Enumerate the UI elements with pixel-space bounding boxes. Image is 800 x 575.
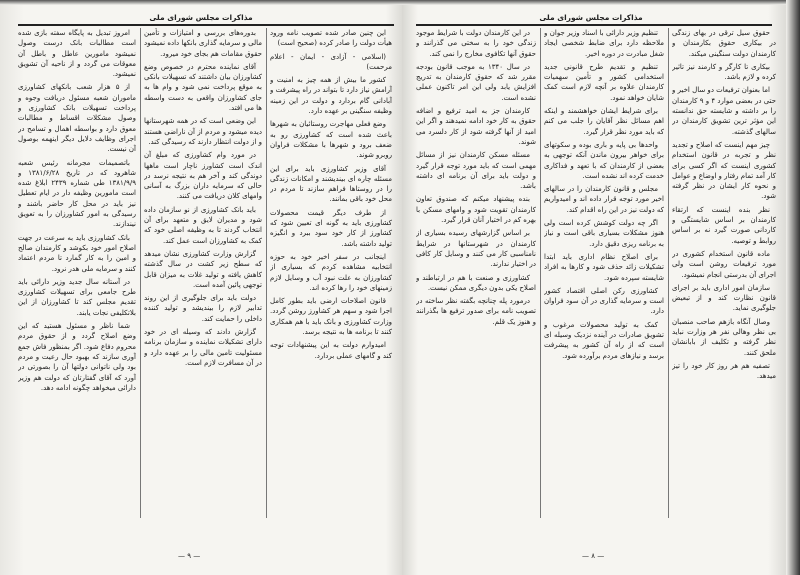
paragraph: واحدها بی پایه و باری بوده و سکوتهای برای خواهر بیرون ماندن آنکه توجهی به بعضی از کارمندان که با تعهد و فداکاری خدمت کرده اند نشده است. [544,140,664,180]
column-divider [540,28,541,518]
page-number: — ۹ — [178,552,201,560]
column-divider [140,28,141,518]
text-column-left [416,28,536,518]
paragraph: بنده پیشنهاد میکنم که صندوق تعاون کارمندان تقویت شود و وامهای مسکن با بهره کم در اختیار آنان قرار گیرد. [416,195,536,225]
paragraph: امروز تبدیل به پایگاه سفته بازی شده است مطالبات بانک درست وصول نمیشود مامورین عاطل و باطل آن معوقات می گردد و از ناحیه آن تشویق نمیشود. [18,29,136,79]
page-header: مذاکرات مجلس شورای ملی [149,13,253,22]
paragraph: اگر چه دولت کوشش کرده است ولی هنوز مشکلات بسیاری باقی است و نیاز به برنامه ریزی دقیق دارد. [544,219,664,248]
paragraph: این وضعی است که در همه شهرستانها دیده میشود و مردم از آن ناراضی هستند و از دولت انتظار دارند که رسیدگی کند. [144,117,262,146]
paragraph: تنظیم وزیر دارائی با اسناد وزیر جوان و ملاحظه دارد برای ضابط شخصی ایجاد شغل مبادرت در دوره اخیر. [544,29,664,58]
text-column-middle [544,28,664,518]
text-column-right [672,28,776,518]
paragraph: گزارش دادند که وسیله ای در خود دارای تشکیلات نماینده و سازمان برنامه مسئولیت تامین مالی را بر عهده دارد و در آن مسافرت لازم است. [144,328,262,367]
paragraph: بانک کشاورزی باید به سرعت در جهت اصلاح امور خود بکوشد و کارمندان صالح و امین را به کار گمارد تا مردم اعتماد کنند و سرمایه ملی هدر نرود. [18,233,136,273]
header-rule [416,24,772,26]
paragraph: برای شرایط ایشان خواهشمند و اینکه اهم مسائل نظر آقایان را جلب می کنم که باید مورد نظر قرار گیرد. [544,107,664,136]
paragraph: اینجانب در سفر اخیر خود به حوزه انتخابیه مشاهده کردم که بسیاری از کشاورزان به علت نبود آب و وسایل لازم زمینهای خود را رها کرده اند. [270,252,392,292]
paragraph: درمورد پله چنانچه بگفته نظر ساخته در تصویب نامه برای صدور ترفیع ها بگذرانند و هنوز یک قلم. [416,297,536,326]
paragraph: تصفیه هم هر روز کار خود را تیز میدهد. [672,361,776,381]
paragraph: حقوق سیل ترقی در بهای زندگی در بیکاری حقوق بکارمندان و کارمندان دولت سنگینی میکند. [672,29,776,58]
paragraph: قانون اصلاحات ارضی باید بطور کامل اجرا شود و سهم هر کشاورز روشن گردد. وزارت کشاورزی و بانک باید با هم همکاری کنند تا برنامه ها به نتیجه برسد. [270,297,392,337]
paragraph: از طرف دیگر قیمت محصولات کشاورزی باید به گونه ای تعیین شود که کشاورز از کار خود سود ببرد و انگیزه تولید داشته باشد. [270,208,392,248]
scan-shadow [0,0,402,5]
paragraph: در این کارمندان دولت با شرایط موجود زندگی خود را به سختی می گذرانند و حقوق آنها تکافوی مخارج را نمی کند. [416,29,536,58]
paragraph: وصال آنگاه بازهم صاحب منصبان بی نظر وهالی نفر هر وزارت نباید نظر گرفته و تکلیف از بابانشان ملحق کنند. [672,317,776,357]
text-column-right [270,28,392,518]
page-header: مذاکرات مجلس شورای ملی [539,13,643,22]
scan-edge [786,0,800,575]
paragraph: شما ناظر و مسئول هستید که این وضع اصلاح گردد و از حقوق مردم محروم دفاع شود. اگر بمنظور فاش جمع آوری سازند که بهبود حال رعیت و مردم بود ولی ناتوانی دولتها آن را بصورتی در آورد که آقای گفتارتان که دولت هم وزیر دارائی میخواهد چگونه ادامه دهد. [18,322,136,392]
paragraph: در مورد وام کشاورزی که مبلغ آن اندک است کشاورز ناچار است ماهها دوندگی کند و آخر هم به نتیجه نرسد در حالی که سرمایه داران بزرگ به آسانی وامهای کلان دریافت می کنند. [144,151,262,201]
text-column-left [18,28,136,518]
paragraph: از ۵ هزار شعب بانکهای کشاورزی ماموران شعبه مسئول دریافت وجوه و پرداخت تسهیلات بانک کشاورزی و وصول مشکلات اقساط و مطالبات معوق دارد و بواسطه اهمال و تسامح در اجرای وظایف دلایل دیگر اینهمه بوصول آن نیست. [18,83,136,154]
column-divider [668,28,669,518]
paragraph: کارمندان جز به امید ترفیع و اضافه حقوق به کار خود ادامه نمیدهند و اگر این امید از آنها گرفته شود از کار دلسرد می شوند. [416,107,536,146]
paragraph: نظر بنده اینست که ارتقاء کارمندان بر اساس شایستگی و کاردانی صورت گیرد نه بر اساس روابط و توصیه. [672,205,776,245]
scan-shadow [402,0,800,5]
paragraph: آقای وزیر کشاورزی باید برای این مسئله چاره ای بیندیشند و امکانات زندگی را در روستاها فراهم سازند تا مردم در محل خود باقی بمانند. [270,164,392,204]
paragraph: بدوره‌های بررسی و امتیازات و تأمین مالی و سرمایه گذاری بانکها داده نمیشود حقوق مقامات هم بجای خود میرود. [144,29,262,58]
paragraph: برای اصلاح نظام اداری باید ابتدا تشکیلات زائد حذف شود و کارها به افراد شایسته سپرده شود. [544,252,664,282]
paragraph: ماده قانون استخدام کشوری در مورد ترفیعات روشن است ولی اجرای آن بدرستی انجام نمیشود. [672,249,776,279]
paragraph: تنظیم و تقدیم طرح قانونی جدید استخدامی کشور و تأمین سهمیات کارمندان علاوه بر آنچه لازم است کمک شایان خواهد نمود. [544,62,664,102]
paragraph: کمک به تولید محصولات مرغوب و تشویق صادرات در آینده نزدیک وسیله ای است که از راه آن کشور به پیشرفت برسد و نیازهای مردم برآورده شود. [544,320,664,360]
paragraph: این چنین صادر شده تصویب نامه ورود هیأت دولت را صادر کرده (صحیح است) [270,29,392,48]
paragraph: کشور ما بیش از همه چیز به امنیت و آرامش نیاز دارد تا بتواند در راه پیشرفت و آبادانی گام بردارد و دولت در این زمینه وظیفه سنگینی بر عهده دارد. [270,76,392,116]
paragraph: بر اساس گزارشهای رسیده بسیاری از کارمندان در شهرستانها در شرایط نامناسبی کار می کنند و وسایل کار کافی در اختیار ندارند. [416,229,536,269]
paragraph: گزارش وزارت کشاورزی نشان میدهد که سطح زیر کشت در سال گذشته کاهش یافته و تولید غلات به میزان قابل توجهی پائین آمده است. [144,249,262,289]
paragraph: امیدوارم دولت به این پیشنهادات توجه کند و گامهای عملی بردارد. [270,341,392,360]
text-column-middle [144,28,262,518]
paragraph: اما بعنوان ترفیعات دو سال اخیر و حتی در بعضی موارد ۴ و ۹ کارمندان را بر داشته و شایسته حق ندانسته این مؤثر ترین تشویق کارمندان در سالهای گذشته. [672,86,776,136]
paragraph: وضع فعلی مهاجرت روستائیان به شهرها باعث شده است که کشاورزی رو به ضعف برود و شهرها با مشکلات فراوان روبرو شوند. [270,120,392,160]
paragraph: آقای نماینده محترم در خصوص وضع کشاورزان بیان داشتند که تسهیلات بانکی به موقع پرداخت نمی شود و وام ها به جای کشاورزان واقعی به دست واسطه ها می افتد. [144,62,262,113]
page-number: — ۸ — [582,552,605,560]
right-page [402,0,800,575]
paragraph: باید بانک کشاورزی از نو سازمان داده شود و مدیران لایق و متعهد برای آن انتخاب گردند تا به وظیفه اصلی خود که کمک به کشاورزان است عمل کند. [144,205,262,245]
header-rule [18,24,394,26]
paragraph: مسئله مسکن کارمندان نیز از مسائل مهمی است که باید مورد توجه قرار گیرد و دولت باید برای آن برنامه ای داشته باشد. [416,151,536,191]
paragraph: در سال ۱۳۴۰ به موجب قانون بودجه مقرر شد که حقوق کارمندان به تدریج افزایش یابد ولی این امر تاکنون عملی نشده است. [416,62,536,102]
column-divider [266,28,267,518]
paragraph: (اسلامی - آزادی - ایمان - اعلام مرحمت) [270,52,392,71]
paragraph: در آستانه سال جدید وزیر دارائی باید طرح جامعی برای تسهیلات کشاورزی تقدیم مجلس کند تا کشاورزان از این بلاتکلیفی نجات یابند. [18,277,136,317]
paragraph: باتصمیمات مجرمانه رئیس شعبه شاهرود که در تاریخ ۱۳۸۱/۶/۲۸ و ۱۳۸۱/۹/۹ طی شماره ۲۴۳۹ ابلاغ شده است مامورین وظیفه دار در ایام تعطیل نیز باید در محل کار حاضر باشند و رسیدگی به امور کشاورزان را به تعویق نیندازند. [18,158,136,229]
paragraph: بیکاری تا کارگر و کارمند نیز تاثیر کرده و لازم باشد. [672,62,776,82]
paragraph: مجلس و قانون کارمندان را در سالهای اخیر مورد توجه قرار داده اند و امیدواریم که دولت نیز در این راه اقدام کند. [544,185,664,214]
paragraph: کشاورزی و صنعت با هم در ارتباطند و اصلاح یکی بدون دیگری ممکن نیست. [416,273,536,292]
paragraph: کشاورزی رکن اصلی اقتصاد کشور است و سرمایه گذاری در آن سود فراوان دارد. [544,286,664,316]
paragraph: سازمان امور اداری باید بر اجرای قانون نظارت کند و از تبعیض جلوگیری نماید. [672,283,776,313]
paragraph: دولت باید برای جلوگیری از این روند تدابیر لازم را بیندیشد و تولید کننده داخلی را حمایت کند. [144,294,262,323]
paragraph: چیز مهم اینست که اصلاح و تجدید نظر و تجربه در قانون استخدام کشوری اینست که اگر کسی برای کار آمد تمام رفتار و اوضاع و عوامل و نحوه کار ایشان در نظر گرفته شود. [672,140,776,201]
